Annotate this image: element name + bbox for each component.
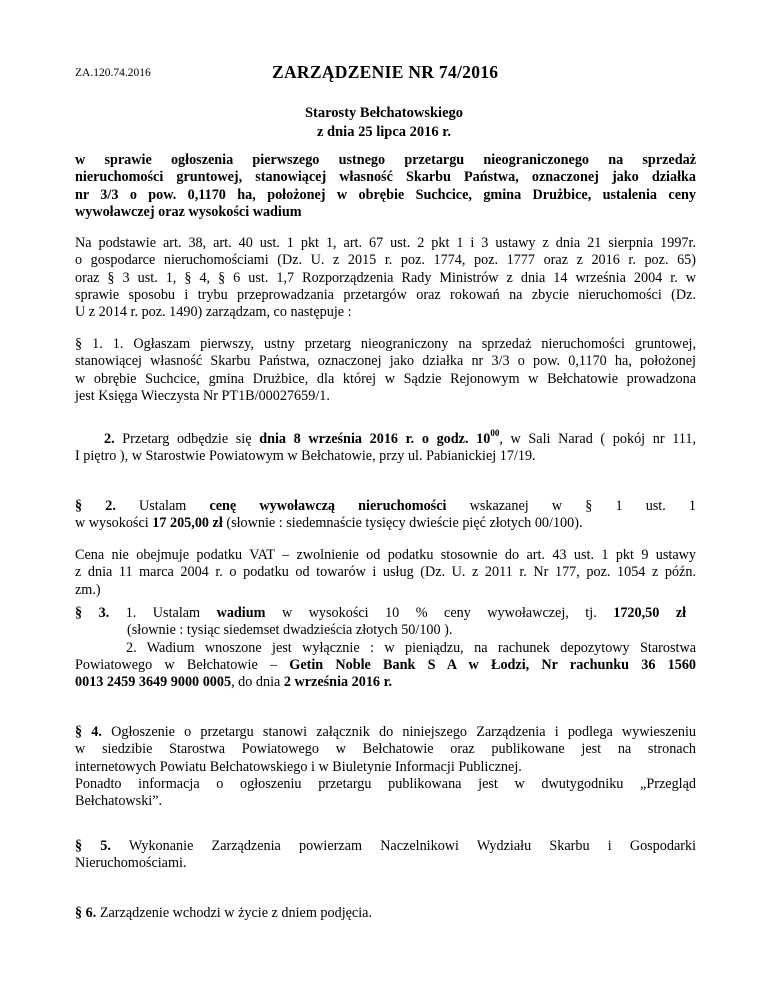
section-1-line: stanowiącej własność Skarbu Państwa, oznaczonej jako działka nr 3/3 o pow. 0,1170 ha, położonej bbox=[75, 353, 696, 370]
legal-basis-line: sprawie sposobu i trybu przeprowadzania przetargów oraz rokowań na zbycie nieruchomości (Dz. bbox=[75, 286, 696, 303]
section-4-label: § 4. bbox=[75, 724, 102, 740]
auction-date: dnia 8 września 2016 r. o godz. 10 bbox=[259, 431, 491, 447]
section-1-point-2-line-1 bbox=[75, 428, 696, 448]
section-3-label: § 3. bbox=[75, 605, 110, 621]
legal-basis-line: U z 2014 r. poz. 1490) zarządzam, co następuje : bbox=[75, 304, 352, 321]
section-2 bbox=[75, 498, 696, 533]
section-2-word: § 1 bbox=[585, 498, 623, 514]
bank-account-end: 0013 2459 3649 9000 0005 bbox=[75, 674, 232, 691]
section-5 bbox=[75, 838, 696, 873]
section-1-point-1 bbox=[75, 336, 696, 405]
vat-note-line: zm.) bbox=[75, 581, 101, 598]
section-5-line-2: Nieruchomościami. bbox=[75, 855, 187, 872]
section-3-text: Powiatowego w Bełchatowie – bbox=[75, 656, 290, 673]
section-2-line-1 bbox=[75, 498, 696, 515]
legal-basis-line: Na podstawie art. 38, art. 40 ust. 1 pkt 1, art. 67 ust. 2 pkt 1 i 3 ustawy z dnia 21 sierpnia 1997r. bbox=[75, 235, 696, 251]
section-2-line-2 bbox=[75, 515, 696, 532]
section-2-word: w bbox=[551, 498, 563, 514]
section-4-text: Ogłoszenie o przetargu stanowi załącznik do niniejszego Zarządzenia i podlega wywieszeniu bbox=[101, 724, 696, 740]
section-1-line: w obrębie Suchcice, gmina Drużbice, dla której w Sądzie Rejonowym w Bełchatowie prowadzona bbox=[75, 370, 696, 387]
section-5-text: Skarbu i Gospodarki bbox=[549, 838, 697, 854]
section-1-point-2 bbox=[75, 428, 696, 466]
section-2-label: § 2. bbox=[75, 498, 116, 514]
section-6 bbox=[75, 905, 696, 922]
section-4-line-1 bbox=[75, 724, 696, 741]
wadium-amount: 1720,50 zł bbox=[613, 605, 687, 621]
point-2-number: 2. bbox=[104, 431, 115, 447]
subject-paragraph bbox=[75, 152, 696, 221]
section-3-line-5 bbox=[75, 674, 696, 691]
document-reference-number: ZA.120.74.2016 bbox=[75, 67, 151, 79]
section-3-text: , do dnia bbox=[231, 674, 284, 691]
point-2-text-a: Przetarg odbędzie się bbox=[114, 431, 260, 447]
section-6-label: § 6. bbox=[75, 905, 97, 921]
document-title: ZARZĄDZENIE NR 74/2016 bbox=[272, 62, 499, 82]
section-5-label: § 5. bbox=[75, 838, 111, 854]
section-6-line bbox=[75, 905, 696, 922]
subject-line: nr 3/3 o pow. 0,1170 ha, położonej w obrębie Suchcice, gmina Drużbice, ustalenia ceny bbox=[75, 186, 696, 203]
section-4 bbox=[75, 724, 696, 810]
section-2-word: wskazanej bbox=[469, 498, 529, 514]
issuer-line: Starosty Bełchatowskiego bbox=[304, 105, 464, 121]
section-3-text: 1. Ustalam bbox=[109, 605, 201, 621]
point-2-text-b: , w Sali Narad ( pokój nr 111, bbox=[499, 431, 696, 447]
vat-note bbox=[75, 547, 696, 599]
section-1-line: jest Księga Wieczysta Nr PT1B/00027659/1. bbox=[75, 387, 330, 404]
subject-line: nieruchomości gruntowej, stanowiącej własność Skarbu Państwa, oznaczonej jako działka bbox=[75, 169, 696, 186]
section-5-text: Wykonanie Zarządzenia powierzam Naczelnikowi Wydziału bbox=[128, 838, 532, 854]
section-4-line: Ponadto informacja o ogłoszeniu przetargu publikowana jest w dwutygodniku „Przegląd bbox=[75, 775, 696, 792]
section-1-line: § 1. 1. Ogłaszam pierwszy, ustny przetarg nieograniczony na sprzedaż nieruchomości gruntowej, bbox=[75, 336, 696, 352]
section-3-line-3: 2. Wadium wnoszone jest wyłącznie : w pieniądzu, na rachunek depozytowy Starostwa bbox=[126, 639, 696, 656]
section-3-line-2: (słownie : tysiąc siedemset dwadzieścia złotych 50/100 ). bbox=[127, 622, 453, 639]
vat-note-line: z dnia 11 marca 2004 r. o podatku od towarów i usług (Dz. U. z 2011 r. Nr 177, poz. 1054 z późn. bbox=[75, 564, 696, 581]
section-2-text: (słownie : siedemnaście tysięcy dwieście pięć złotych 00/100). bbox=[222, 515, 583, 532]
section-3 bbox=[75, 605, 696, 691]
section-3-text: 10 % ceny wywoławczej, tj. bbox=[385, 605, 597, 621]
auction-time-minutes: 00 bbox=[490, 428, 500, 439]
subject-line: wywoławczej oraz wysokości wadium bbox=[75, 203, 302, 220]
legal-basis-line: oraz § 3 ust. 1, § 4, § 6 ust. 1,7 Rozporządzenia Rady Ministrów z dnia 14 września 2004 r. w bbox=[75, 269, 696, 286]
section-4-line: w siedzibie Starostwa Powiatowego w Bełchatowie oraz publikowane jest na stronach bbox=[75, 741, 696, 758]
section-4-line: Bełchatowski”. bbox=[75, 793, 163, 810]
section-2-word: cenę bbox=[209, 498, 237, 514]
section-6-text: Zarządzenie wchodzi w życie z dniem podjęcia. bbox=[96, 905, 373, 921]
date-line: z dnia 25 lipca 2016 r. bbox=[316, 124, 451, 140]
section-2-word: wywoławczą bbox=[259, 498, 336, 514]
section-3-line-1 bbox=[75, 605, 686, 622]
bank-details: Getin Noble Bank S A w Łodzi, Nr rachunku 36 1560 bbox=[289, 656, 696, 673]
section-2-text: w wysokości bbox=[75, 515, 153, 532]
vat-note-line: Cena nie obejmuje podatku VAT – zwolnienie od podatku stosownie do art. 43 ust. 1 pkt 9 ustawy bbox=[75, 547, 696, 563]
wadium-label: wadium bbox=[216, 605, 266, 621]
section-4-line: internetowych Powiatu Bełchatowskiego i w Biuletynie Informacji Publicznej. bbox=[75, 758, 522, 775]
section-2-word: Ustalam bbox=[139, 498, 187, 514]
section-2-word: ust. 1 bbox=[645, 498, 697, 514]
section-3-line-4 bbox=[75, 657, 696, 674]
section-2-word: nieruchomości bbox=[358, 498, 447, 514]
section-1-point-2-line-2: I piętro ), w Starostwie Powiatowym w Bełchatowie, przy ul. Pabianickiej 17/19. bbox=[75, 448, 536, 465]
section-3-text: w bbox=[281, 605, 293, 621]
section-3-text: wysokości bbox=[308, 605, 369, 621]
legal-basis-paragraph bbox=[75, 235, 696, 321]
payment-deadline: 2 września 2016 r. bbox=[283, 674, 393, 691]
starting-price: 17 205,00 zł bbox=[152, 515, 223, 532]
subject-line: w sprawie ogłoszenia pierwszego ustnego przetargu nieograniczonego na sprzedaż bbox=[75, 152, 696, 168]
section-5-line-1 bbox=[75, 838, 696, 855]
legal-basis-line: o gospodarce nieruchomościami (Dz. U. z 2015 r. poz. 1774, poz. 1777 oraz z 2016 r. poz. 65) bbox=[75, 252, 696, 269]
